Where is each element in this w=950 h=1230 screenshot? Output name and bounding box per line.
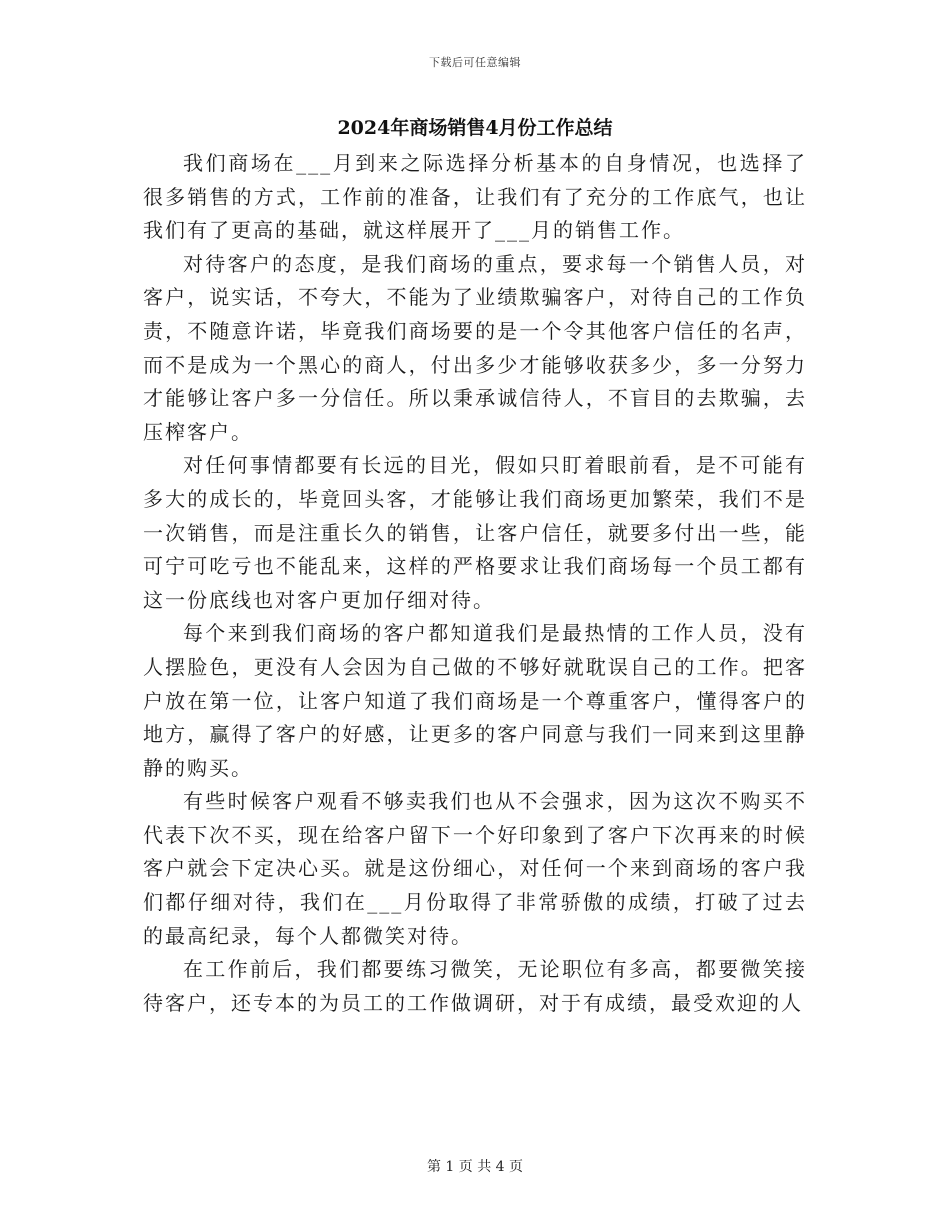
page-header-note: 下载后可任意编辑 xyxy=(429,56,521,69)
paragraph-1: 我们商场在___月到来之际选择分析基本的自身情况，也选择了很多销售的方式，工作前的准备，让我们有了充分的工作底气，也让我们有了更高的基础，就这样展开了___月的销售工作。 xyxy=(143,151,807,243)
document-title: 2024年商场销售4月份工作总结 xyxy=(337,117,613,139)
page-number: 第 1 页 共 4 页 xyxy=(426,1159,524,1175)
paragraph-4: 每个来到我们商场的客户都知道我们是最热情的工作人员，没有人摆脸色，更没有人会因为自己做的不够好就耽误自己的工作。把客户放在第一位，让客户知道了我们商场是一个尊重客户，懂得客户的地方，赢得了客户的好感，让更多的客户同意与我们一同来到这里静静的购买。 xyxy=(143,621,807,780)
document-body xyxy=(143,147,807,1020)
paragraph-6: 在工作前后，我们都要练习微笑，无论职位有多高，都要微笑接待客户，还专本的为员工的工作做调研，对于有成绩，最受欢迎的人 xyxy=(143,957,807,1015)
paragraph-5: 有些时候客户观看不够卖我们也从不会强求，因为这次不购买不代表下次不买，现在给客户留下一个好印象到了客户下次再来的时候客户就会下定决心买。就是这份细心，对任何一个来到商场的客户我们都仔细对待，我们在___月份取得了非常骄傲的成绩，打破了过去的最高纪录，每个人都微笑对待。 xyxy=(143,789,807,948)
paragraph-3: 对任何事情都要有长远的目光，假如只盯着眼前看，是不可能有多大的成长的，毕竟回头客，才能够让我们商场更加繁荣，我们不是一次销售，而是注重长久的销售，让客户信任，就要多付出一些，能可宁可吃亏也不能乱来，这样的严格要求让我们商场每一个员工都有这一份底线也对客户更加仔细对待。 xyxy=(143,453,807,612)
paragraph-2: 对待客户的态度，是我们商场的重点，要求每一个销售人员，对客户，说实话，不夸大，不能为了业绩欺骗客户，对待自己的工作负责，不随意许诺，毕竟我们商场要的是一个令其他客户信任的名声，而不是成为一个黑心的商人，付出多少才能够收获多少，多一分努力才能够让客户多一分信任。所以秉承诚信待人，不盲目的去欺骗，去压榨客户。 xyxy=(143,251,807,444)
